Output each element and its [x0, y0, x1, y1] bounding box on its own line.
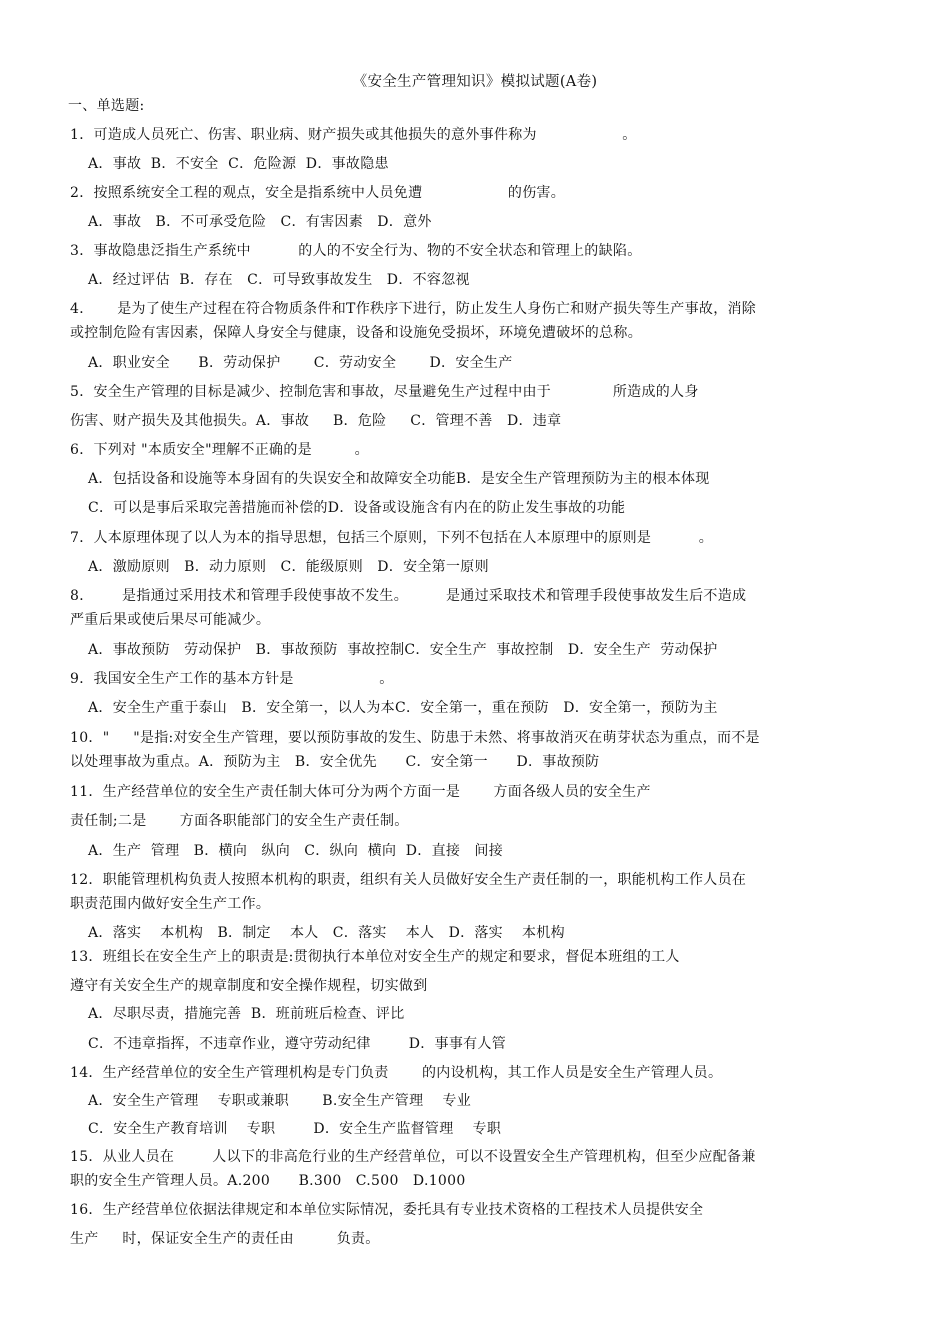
question-13-stem-line-2: 遵守有关安全生产的规章制度和安全操作规程，切实做到	[70, 978, 428, 994]
question-11-stem-line-1: 11．生产经营单位的安全生产责任制大体可分为两个方面一是 方面各级人员的安全生产	[70, 784, 651, 800]
question-6-stem: 6．下列对 "本质安全"理解不正确的是 。	[70, 442, 369, 458]
document-title: 《安全生产管理知识》模拟试题(A卷)	[352, 74, 598, 90]
question-13-stem-line-1: 13．班组长在安全生产上的职责是:贯彻执行本单位对安全生产的规定和要求，督促本班组的工人	[70, 949, 680, 965]
question-13-options-line-2: C．不违章指挥，不违章作业，遵守劳动纪律 D．事事有人管	[88, 1036, 507, 1052]
question-13-options-line-1: A．尽职尽责，措施完善 B．班前班后检查、评比	[88, 1006, 405, 1022]
question-4-stem-line-1: 4． 是为了使生产过程在符合物质条件和T作秩序下进行，防止发生人身伤亡和财产损失等生产事故，消除	[70, 301, 757, 317]
question-16-stem-line-2: 生产 时，保证安全生产的责任由 负责。	[70, 1231, 380, 1247]
section-heading: 一、单选题:	[68, 98, 145, 114]
question-1-options: A．事故 B．不安全 C．危险源 D．事故隐患	[88, 156, 389, 172]
question-6-options-line-2: C．可以是事后采取完善措施而补偿的D．设备或设施含有内在的防止发生事故的功能	[88, 500, 626, 516]
question-3-stem: 3．事故隐患泛指生产系统中 的人的不安全行为、物的不安全状态和管理上的缺陷。	[70, 243, 642, 259]
question-5-stem-line-1: 5．安全生产管理的目标是减少、控制危害和事故，尽量避免生产过程中由于 所造成的人身	[70, 384, 699, 400]
question-7-stem: 7．人本原理体现了以人为本的指导思想，包括三个原则，下列不包括在人本原理中的原则是 。	[70, 530, 714, 546]
question-14-options-line-1: A．安全生产管理 专职或兼职 B.安全生产管理 专业	[88, 1093, 471, 1109]
question-14-stem: 14．生产经营单位的安全生产管理机构是专门负责 的内设机构，其工作人员是安全生产管理人员。	[70, 1065, 723, 1081]
question-12-stem-line-2: 职责范围内做好安全生产工作。	[70, 896, 271, 912]
question-5-stem-line-2: 伤害、财产损失及其他损失。A．事故 B．危险 C．管理不善 D．违章	[70, 413, 562, 429]
question-1-stem: 1．可造成人员死亡、伤害、职业病、财产损失或其他损失的意外事件称为 。	[70, 127, 637, 143]
question-12-options: A．落实 本机构 B．制定 本人 C．落实 本人 D．落实 本机构	[88, 925, 565, 941]
question-16-stem-line-1: 16．生产经营单位依据法律规定和本单位实际情况，委托具有专业技术资格的工程技术人员提供安全	[70, 1202, 704, 1218]
question-14-options-line-2: C．安全生产教育培训 专职 D．安全生产监督管理 专职	[88, 1121, 502, 1137]
question-10-stem-line-2: 以处理事故为重点。A．预防为主 B．安全优先 C．安全第一 D．事故预防	[70, 754, 600, 770]
question-12-stem-line-1: 12．职能管理机构负责人按照本机构的职责，组织有关人员做好安全生产责任制的一，职能机构工作人员在	[70, 872, 747, 888]
question-15-stem-line-2: 职的安全生产管理人员。A.200 B.300 C.500 D.1000	[70, 1173, 466, 1189]
question-7-options: A．激励原则 B．动力原则 C．能级原则 D．安全第一原则	[88, 559, 489, 575]
question-6-options-line-1: A．包括设备和设施等本身固有的失误安全和故障安全功能B．是安全生产管理预防为主的根本体现	[88, 471, 710, 487]
question-4-stem-line-2: 或控制危险有害因素，保障人身安全与健康，设备和设施免受损坏，环境免遭破坏的总称。	[70, 325, 642, 341]
question-9-stem: 9．我国安全生产工作的基本方针是 。	[70, 671, 394, 687]
question-11-stem-line-2: 责任制;二是 方面各职能部门的安全生产责任制。	[70, 813, 409, 829]
question-10-stem-line-1: 10．" "是指:对安全生产管理，要以预防事故的发生、防患于未然、将事故消灭在萌芽状态为重点，而不是	[70, 730, 760, 746]
question-11-options: A．生产 管理 B．横向 纵向 C．纵向 横向 D．直接 间接	[88, 843, 504, 859]
question-8-stem-line-1: 8． 是指通过采用技术和管理手段使事故不发生。 是通过采取技术和管理手段使事故发生后不造成	[70, 588, 747, 604]
question-2-options: A．事故 B．不可承受危险 C．有害因素 D．意外	[88, 214, 432, 230]
question-4-options: A．职业安全 B．劳动保护 C．劳动安全 D．安全生产	[88, 355, 513, 371]
question-8-options: A．事故预防 劳动保护 B．事故预防 事故控制C．安全生产 事故控制 D．安全生产 劳动保护	[88, 642, 718, 658]
question-2-stem: 2．按照系统安全工程的观点，安全是指系统中人员免遭 的伤害。	[70, 185, 566, 201]
question-3-options: A．经过评估 B．存在 C．可导致事故发生 D．不容忽视	[88, 272, 470, 288]
question-15-stem-line-1: 15．从业人员在 人以下的非高危行业的生产经营单位，可以不设置安全生产管理机构，但至少应配备兼	[70, 1149, 756, 1165]
question-8-stem-line-2: 严重后果或使后果尽可能减少。	[70, 612, 271, 628]
question-9-options: A．安全生产重于泰山 B．安全第一，以人为本C．安全第一，重在预防 D．安全第一，预防为主	[88, 700, 718, 716]
